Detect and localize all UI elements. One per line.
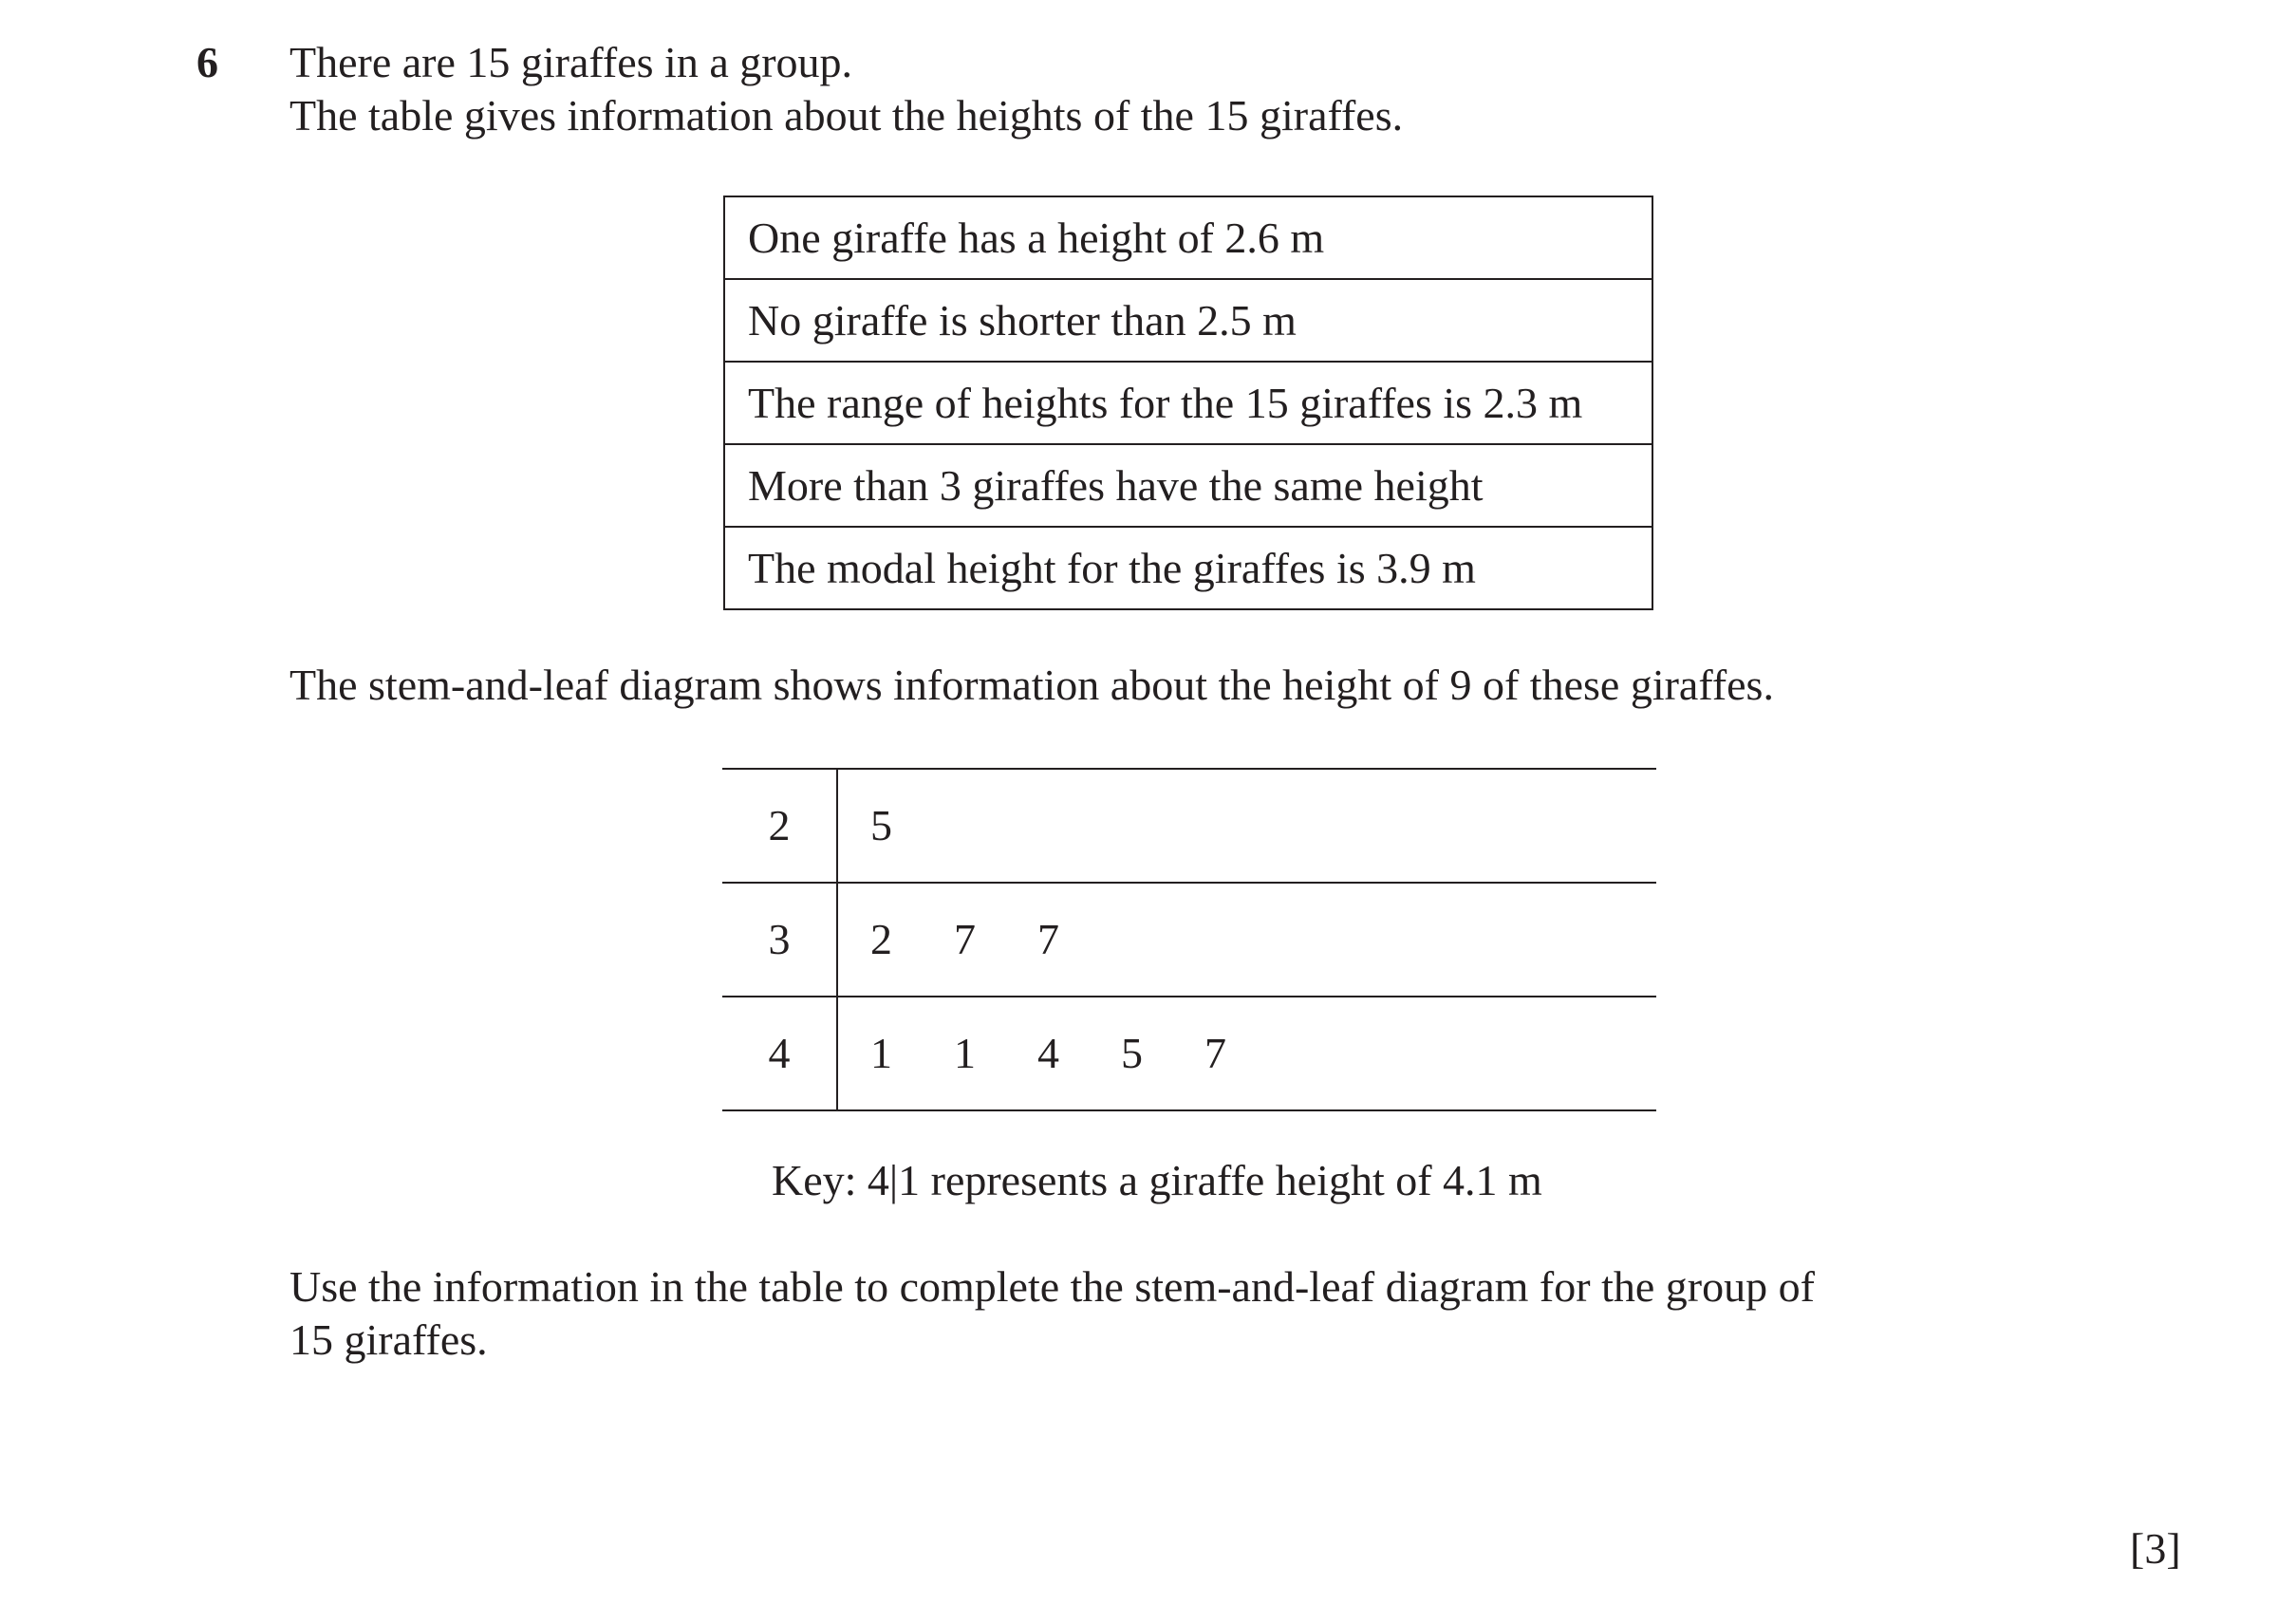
facts-table bbox=[723, 196, 1653, 610]
leaf-cell bbox=[837, 769, 1656, 883]
question-instruction bbox=[289, 1260, 1815, 1367]
facts-cell: More than 3 giraffes have the same height bbox=[724, 444, 1652, 527]
facts-cell: The range of heights for the 15 giraffes is 2.3 m bbox=[724, 362, 1652, 444]
question-number: 6 bbox=[196, 38, 218, 86]
instruction-line-1: Use the information in the table to complete the stem-and-leaf diagram for the group of bbox=[289, 1262, 1815, 1311]
stem-row bbox=[722, 997, 1656, 1110]
leaf-value: 5 bbox=[870, 801, 892, 849]
leaf-value: 5 bbox=[1121, 1029, 1143, 1077]
stem-row bbox=[722, 883, 1656, 997]
facts-row bbox=[724, 362, 1652, 444]
leaf-value: 7 bbox=[1037, 915, 1059, 963]
stem-value: 2 bbox=[722, 769, 837, 883]
facts-row bbox=[724, 444, 1652, 527]
facts-row bbox=[724, 279, 1652, 362]
leaf-value: 2 bbox=[870, 915, 892, 963]
instruction-line-2: 15 giraffes. bbox=[289, 1315, 488, 1364]
intro-line-2: The table gives information about the heights of the 15 giraffes. bbox=[289, 91, 1404, 140]
leaf-value: 1 bbox=[870, 1029, 892, 1077]
facts-cell: The modal height for the giraffes is 3.9 m bbox=[724, 527, 1652, 609]
stem-value: 3 bbox=[722, 883, 837, 997]
leaf-value: 1 bbox=[954, 1029, 976, 1077]
leaf-value: 7 bbox=[1204, 1029, 1226, 1077]
leaf-value: 7 bbox=[954, 915, 976, 963]
stem-row bbox=[722, 769, 1656, 883]
stem-leaf-key: Key: 4|1 represents a giraffe height of 4.1 m bbox=[772, 1156, 1542, 1204]
stem-and-leaf-diagram bbox=[722, 768, 1656, 1111]
intro-line-1: There are 15 giraffes in a group. bbox=[289, 38, 853, 86]
marks-label: [3] bbox=[2130, 1524, 2181, 1573]
facts-row bbox=[724, 196, 1652, 279]
leaf-value: 4 bbox=[1037, 1029, 1059, 1077]
facts-cell: No giraffe is shorter than 2.5 m bbox=[724, 279, 1652, 362]
leaf-cell bbox=[837, 997, 1656, 1110]
facts-cell: One giraffe has a height of 2.6 m bbox=[724, 196, 1652, 279]
facts-row bbox=[724, 527, 1652, 609]
leaf-cell bbox=[837, 883, 1656, 997]
question-intro bbox=[289, 36, 1403, 142]
stem-leaf-intro: The stem-and-leaf diagram shows information about the height of 9 of these giraffes. bbox=[289, 661, 1774, 709]
stem-value: 4 bbox=[722, 997, 837, 1110]
